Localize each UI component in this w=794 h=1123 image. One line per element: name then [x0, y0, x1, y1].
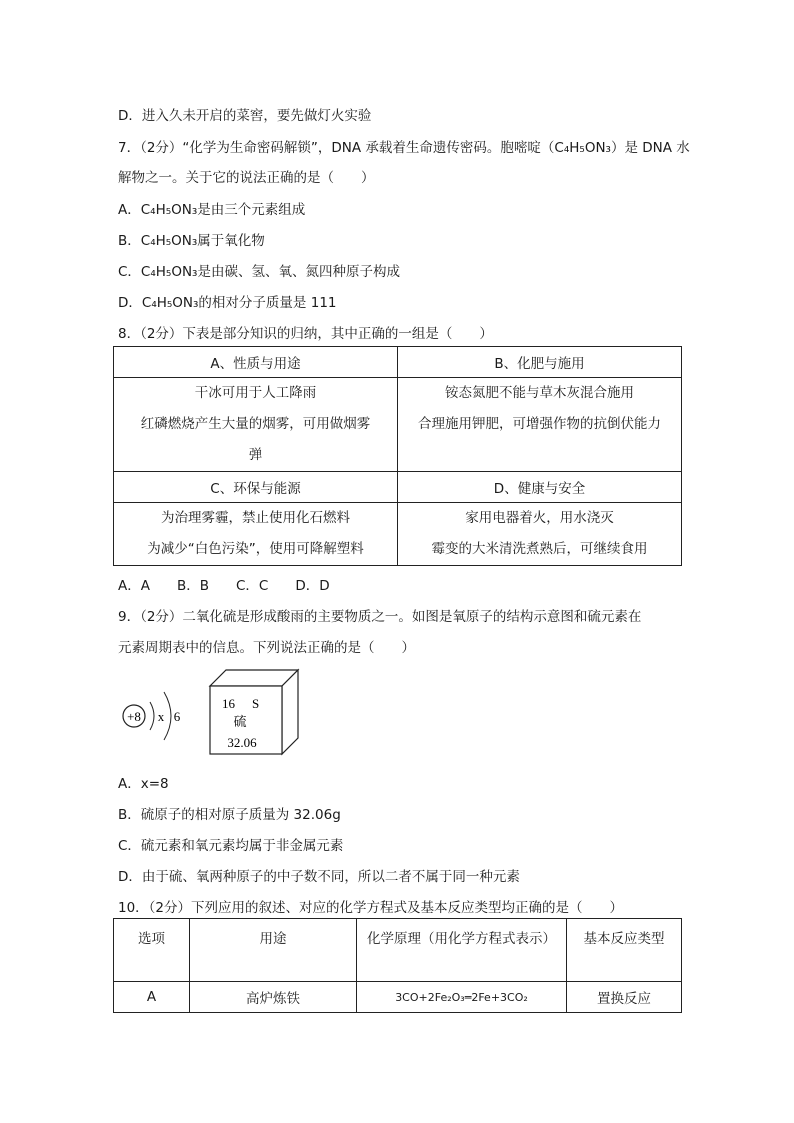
q8-cell-d-body — [398, 503, 682, 566]
q10-header-use: 用途 — [190, 919, 357, 982]
shell-1-electrons: x — [157, 709, 165, 724]
q8-options: A．A B．B C．C D．D — [118, 578, 330, 594]
q10-header-type: 基本反应类型 — [567, 919, 682, 982]
q7-stem-line1: 7．（2分）“化学为生命密码解锁”，DNA 承载着生命遗传密码。胞嘧啶（C₄H₅ON₃）是 DNA 水 — [118, 140, 690, 156]
q8-cell-c-body — [114, 503, 398, 566]
q7-option-c: C．C₄H₅ON₃是由碳、氢、氧、氮四种原子构成 — [118, 264, 400, 280]
atomic-number: 16 — [222, 696, 235, 711]
shell-2-electrons: 6 — [173, 709, 181, 724]
q10-stem: 10．（2分）下列应用的叙述、对应的化学方程式及基本反应类型均正确的是（ ） — [118, 900, 624, 916]
q10-row-a-type: 置换反应 — [567, 982, 682, 1013]
q9-option-c: C．硫元素和氧元素均属于非金属元素 — [118, 838, 344, 854]
q9-option-d: D．由于硫、氧两种原子的中子数不同，所以二者不属于同一种元素 — [118, 869, 520, 885]
q8-a-line1: 干冰可用于人工降雨 — [194, 385, 317, 401]
q7-stem-line2: 解物之一。关于它的说法正确的是（ ） — [118, 170, 375, 186]
q9-option-b: B．硫原子的相对原子质量为 32.06g — [118, 807, 341, 823]
sulfur-element-cube — [210, 670, 298, 754]
q10-row-a-use: 高炉炼铁 — [190, 982, 357, 1013]
q7-option-a: A．C₄H₅ON₃是由三个元素组成 — [118, 202, 306, 218]
q8-c-line1: 为治理雾霾，禁止使用化石燃料 — [161, 510, 350, 526]
q8-cell-b-head: B、化肥与施用 — [398, 347, 682, 378]
q8-stem: 8．（2分）下表是部分知识的归纳，其中正确的一组是（ ） — [118, 326, 493, 342]
q7-option-b: B．C₄H₅ON₃属于氧化物 — [118, 233, 265, 249]
q8-cell-b-body — [398, 378, 682, 472]
nucleus-charge: +8 — [127, 709, 141, 724]
electron-shell-2 — [164, 692, 171, 740]
q8-cell-c-head: C、环保与能源 — [114, 472, 398, 503]
q8-b-line2: 合理施用钾肥，可增强作物的抗倒伏能力 — [418, 416, 661, 432]
q10-header-principle: 化学原理（用化学方程式表示） — [357, 919, 567, 982]
q8-cell-a-body — [114, 378, 398, 472]
q8-knowledge-table — [113, 346, 682, 566]
q9-option-a: A．x=8 — [118, 776, 169, 792]
q9-stem-line1: 9．（2分）二氧化硫是形成酸雨的主要物质之一。如图是氧原子的结构示意图和硫元素在 — [118, 609, 642, 625]
atomic-mass: 32.06 — [227, 735, 257, 750]
electron-shell-1 — [150, 702, 154, 730]
q8-d-line1: 家用电器着火，用水浇灭 — [465, 510, 614, 526]
element-symbol: S — [252, 696, 260, 711]
q8-a-line2: 红磷燃烧产生大量的烟雾，可用做烟雾 — [140, 416, 371, 432]
q8-a-line3: 弹 — [248, 447, 263, 463]
q8-b-line1: 铵态氮肥不能与草木灰混合施用 — [445, 385, 634, 401]
q10-row-a-option: A — [114, 982, 190, 1013]
q10-header-option: 选项 — [114, 919, 190, 982]
q8-cell-d-head: D、健康与安全 — [398, 472, 682, 503]
q10-table — [113, 918, 682, 1013]
q7-option-d: D．C₄H₅ON₃的相对分子质量是 111 — [118, 295, 337, 311]
q6-option-d: D．进入久未开启的菜窖，要先做灯火实验 — [118, 108, 372, 124]
q8-cell-a-head: A、性质与用途 — [114, 347, 398, 378]
q8-d-line2: 霉变的大米清洗煮熟后，可继续食用 — [431, 541, 648, 557]
q8-c-line2: 为减少“白色污染”，使用可降解塑料 — [147, 541, 364, 557]
q10-row-a-equation: 3CO+2Fe₂O₃═2Fe+3CO₂ — [357, 982, 567, 1013]
q9-figure — [118, 668, 318, 760]
oxygen-atom-diagram — [123, 692, 181, 740]
q9-stem-line2: 元素周期表中的信息。下列说法正确的是（ ） — [118, 640, 415, 656]
element-name: 硫 — [233, 715, 247, 730]
